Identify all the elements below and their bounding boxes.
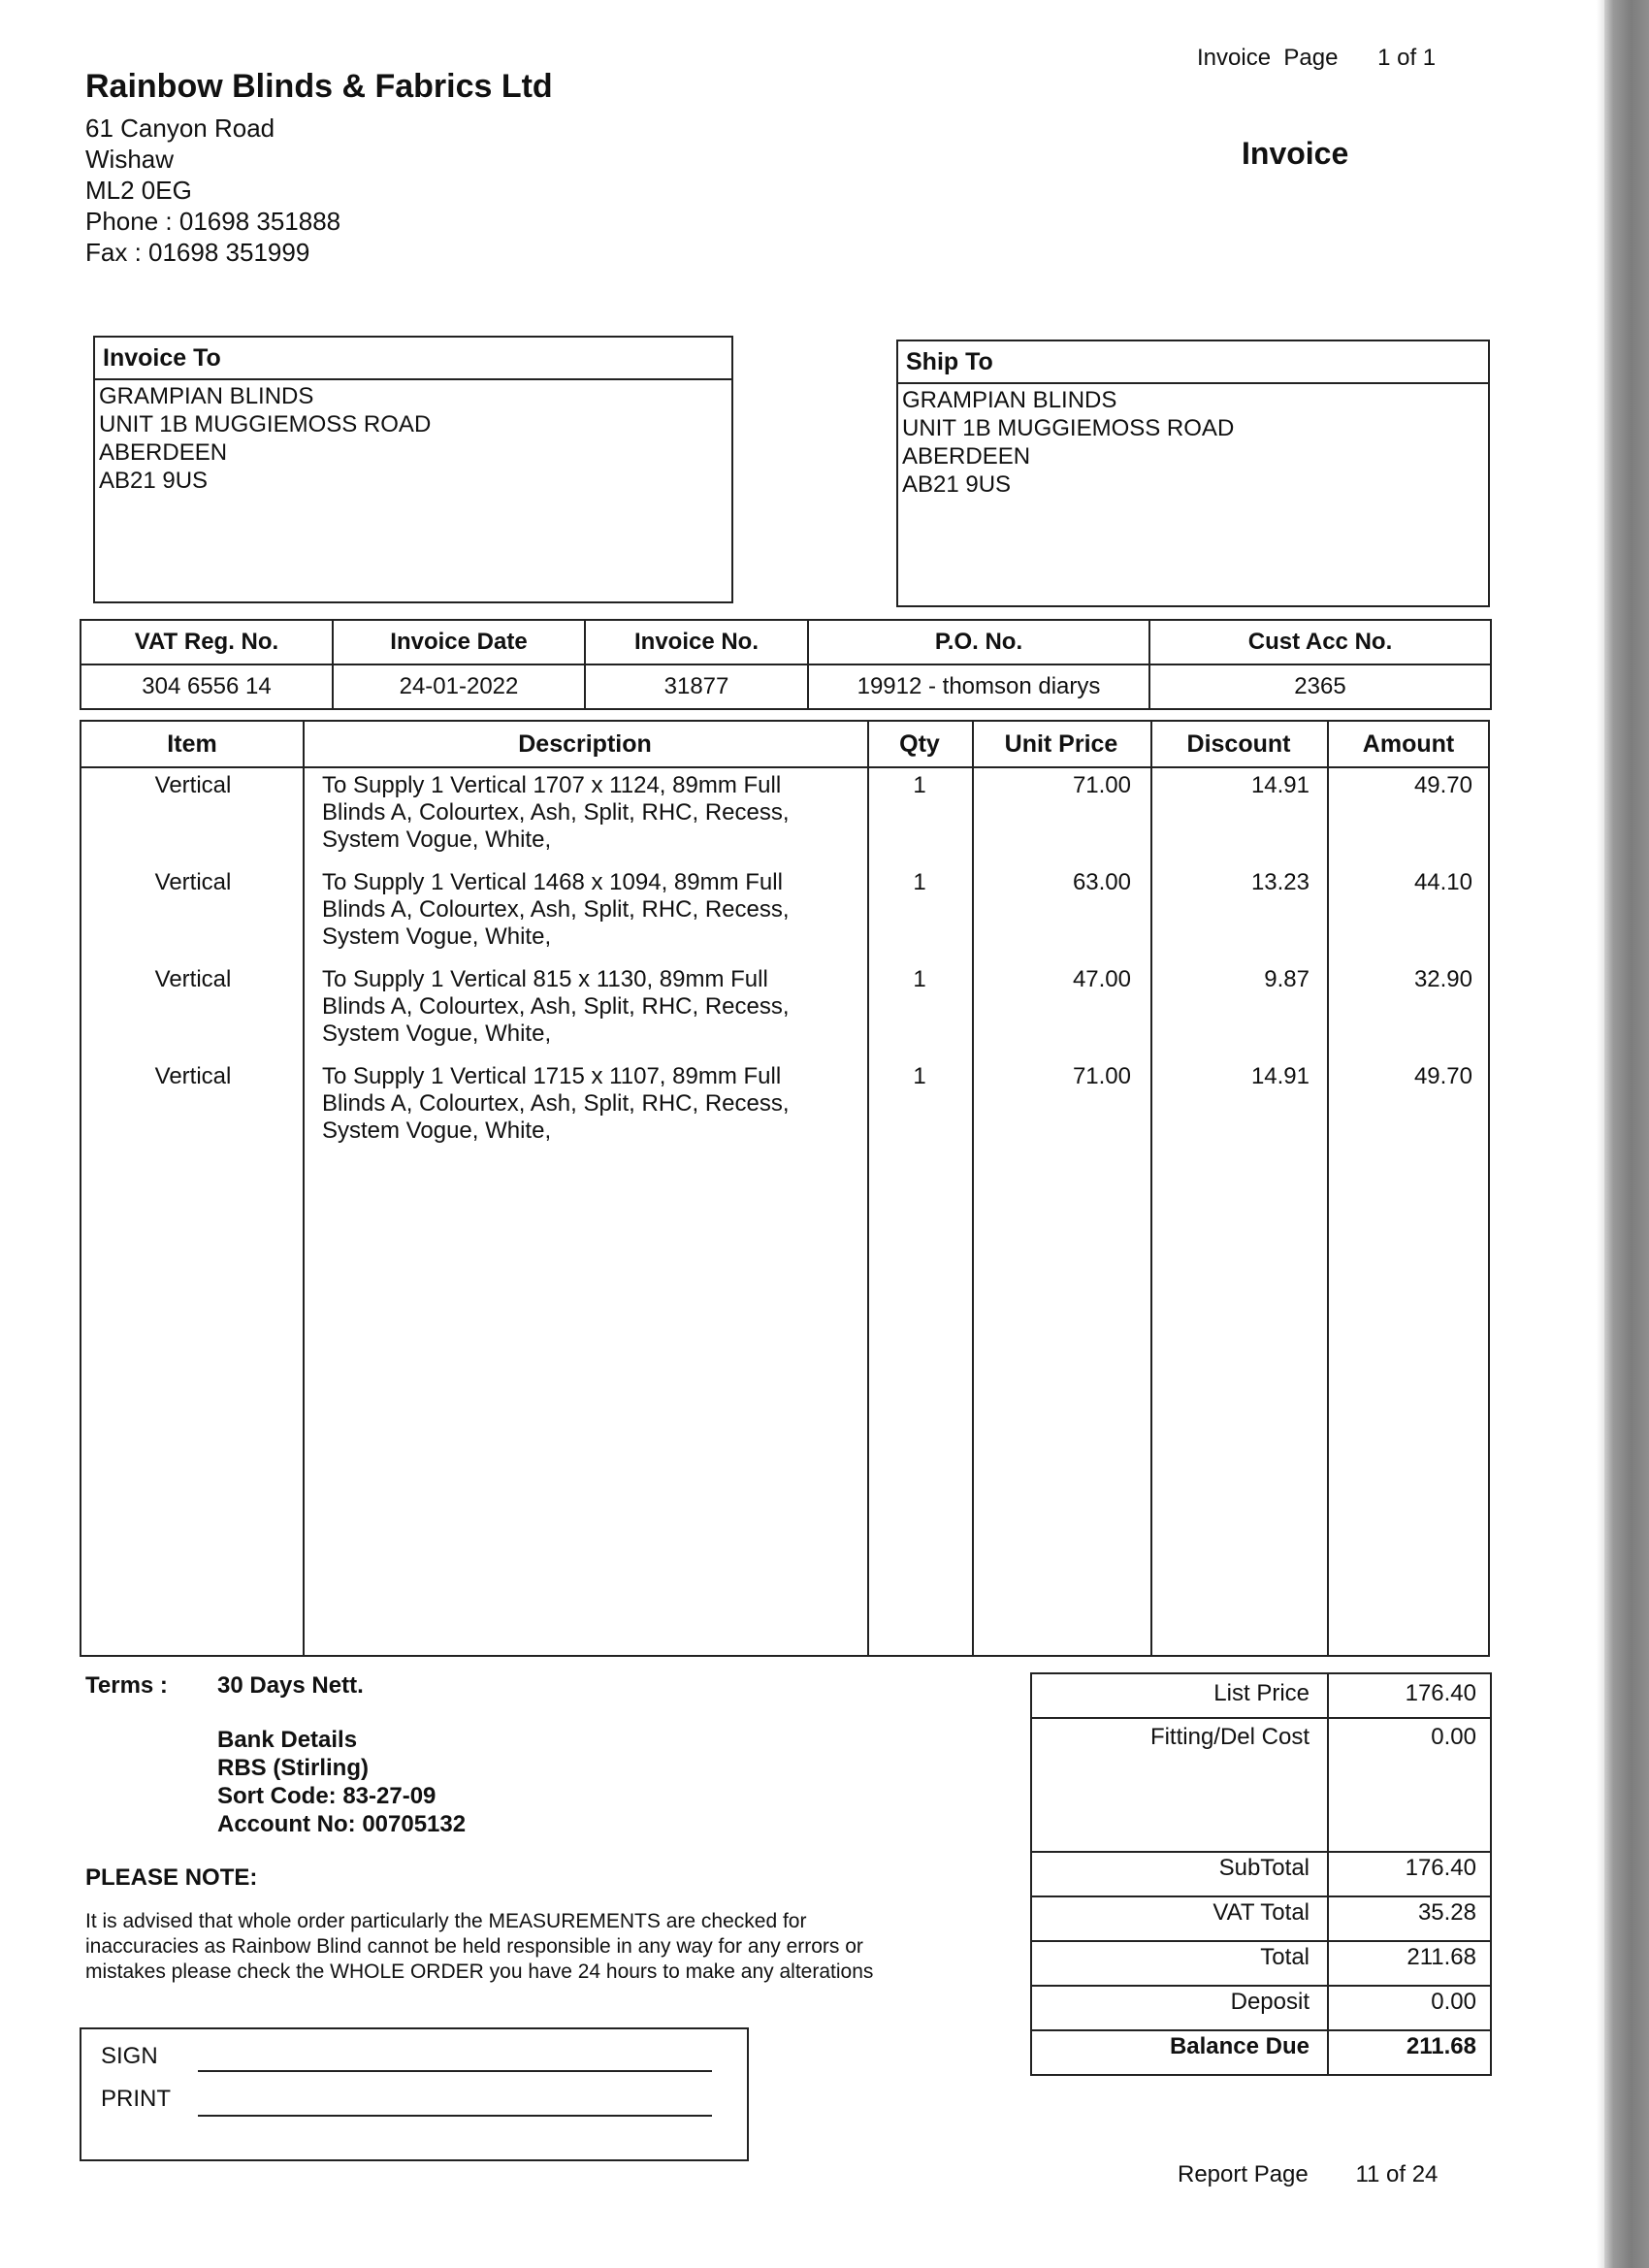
sort-code: Sort Code: 83-27-09	[217, 1783, 436, 1809]
amount-cell: 49.70	[1413, 772, 1472, 798]
signature-box	[80, 2027, 749, 2161]
company-phone: Phone : 01698 351888	[85, 207, 341, 236]
description-line: To Supply 1 Vertical 1715 x 1107, 89mm Full	[322, 1063, 782, 1089]
address-line: ABERDEEN	[902, 443, 1031, 470]
description-line: To Supply 1 Vertical 1707 x 1124, 89mm Full	[322, 772, 782, 798]
invoice-no-value: 31877	[585, 664, 808, 709]
invoice-date-header: Invoice Date	[333, 620, 585, 664]
company-name: Rainbow Blinds & Fabrics Ltd	[85, 68, 553, 105]
ship-to-address	[898, 384, 1488, 501]
description-line: Blinds A, Colourtex, Ash, Split, RHC, Recess,	[322, 799, 790, 826]
qty-cell: 1	[913, 966, 926, 992]
table-row	[81, 772, 1488, 869]
invoice-page-value: 1 of 1	[1377, 45, 1437, 71]
cust-acc-header: Cust Acc No.	[1149, 620, 1491, 664]
vat-total-value: 35.28	[1417, 1899, 1476, 1926]
item-cell: Vertical	[154, 1063, 232, 1089]
unit-price-cell: 63.00	[1072, 869, 1131, 895]
invoice-reference-table	[80, 619, 1492, 710]
scan-edge	[1604, 0, 1649, 2268]
totals-box	[1030, 1672, 1492, 2076]
note-line: inaccuracies as Rainbow Blind cannot be held responsible in any way for any errors or	[85, 1935, 863, 1958]
address-line: AB21 9US	[99, 468, 209, 494]
description-line: Blinds A, Colourtex, Ash, Split, RHC, Recess,	[322, 993, 790, 1020]
discount-cell: 14.91	[1250, 772, 1310, 798]
amount-cell: 49.70	[1413, 1063, 1472, 1089]
item-cell: Vertical	[154, 772, 232, 798]
unit-price-cell: 71.00	[1072, 1063, 1131, 1089]
sign-label: SIGN	[101, 2043, 158, 2069]
deposit-label: Deposit	[1230, 1989, 1310, 2015]
account-number: Account No: 00705132	[217, 1811, 467, 1837]
po-no-header: P.O. No.	[808, 620, 1149, 664]
po-no-value: 19912 - thomson diarys	[808, 664, 1149, 709]
description-line: Blinds A, Colourtex, Ash, Split, RHC, Recess,	[322, 1090, 790, 1117]
bank-details-heading: Bank Details	[217, 1727, 358, 1753]
address-line: UNIT 1B MUGGIEMOSS ROAD	[902, 415, 1235, 441]
ship-to-box	[896, 340, 1490, 607]
invoice-to-address	[95, 380, 731, 497]
item-header: Item	[167, 730, 217, 758]
company-address-line: 61 Canyon Road	[85, 113, 275, 143]
item-cell: Vertical	[154, 869, 232, 895]
amount-cell: 32.90	[1413, 966, 1472, 992]
address-line: ABERDEEN	[99, 439, 228, 466]
table-row	[81, 869, 1488, 966]
note-line: It is advised that whole order particularly the MEASUREMENTS are checked for	[85, 1910, 807, 1932]
description-cell	[322, 966, 865, 1048]
discount-header: Discount	[1186, 730, 1291, 758]
description-line: To Supply 1 Vertical 815 x 1130, 89mm Full	[322, 966, 768, 992]
address-line: GRAMPIAN BLINDS	[99, 383, 314, 409]
table-row	[81, 1063, 1488, 1160]
report-page-value: 11 of 24	[1355, 2161, 1439, 2187]
print-line[interactable]	[198, 2115, 712, 2117]
document-title: Invoice	[1242, 136, 1349, 171]
please-note-text	[85, 1909, 997, 1985]
table-row	[81, 966, 1488, 1063]
company-address-line: Wishaw	[85, 145, 175, 174]
balance-due-value: 211.68	[1406, 2033, 1476, 2059]
qty-cell: 1	[913, 869, 926, 895]
qty-header: Qty	[899, 730, 940, 758]
terms-label: Terms :	[85, 1672, 168, 1699]
amount-header: Amount	[1362, 730, 1455, 758]
print-label: PRINT	[101, 2086, 171, 2112]
subtotal-value: 176.40	[1405, 1855, 1476, 1881]
ship-to-heading: Ship To	[898, 341, 1488, 384]
invoice-no-header: Invoice No.	[585, 620, 808, 664]
item-cell: Vertical	[154, 966, 232, 992]
total-value: 211.68	[1406, 1944, 1476, 1970]
invoice-to-heading: Invoice To	[95, 338, 731, 380]
bank-name: RBS (Stirling)	[217, 1755, 369, 1781]
qty-cell: 1	[913, 772, 926, 798]
discount-cell: 13.23	[1250, 869, 1310, 895]
description-cell	[322, 1063, 865, 1145]
description-line: System Vogue, White,	[322, 1118, 552, 1144]
cust-acc-value: 2365	[1149, 664, 1491, 709]
description-cell	[322, 869, 865, 951]
report-page-label: Report Page	[1178, 2161, 1309, 2187]
description-line: System Vogue, White,	[322, 1021, 552, 1047]
note-line: mistakes please check the WHOLE ORDER you have 24 hours to make any alterations	[85, 1960, 874, 1983]
description-line: System Vogue, White,	[322, 923, 552, 950]
subtotal-label: SubTotal	[1218, 1855, 1310, 1881]
unit-price-cell: 71.00	[1072, 772, 1131, 798]
list-price-label: List Price	[1213, 1680, 1310, 1706]
description-cell	[322, 772, 865, 854]
description-line: To Supply 1 Vertical 1468 x 1094, 89mm Full	[322, 869, 783, 895]
discount-cell: 14.91	[1250, 1063, 1310, 1089]
balance-due-label: Balance Due	[1169, 2033, 1310, 2059]
vat-reg-value: 304 6556 14	[81, 664, 333, 709]
company-fax: Fax : 01698 351999	[85, 238, 310, 267]
deposit-value: 0.00	[1431, 1989, 1476, 2015]
invoice-page-label: Invoice Page	[1197, 45, 1339, 71]
company-address-line: ML2 0EG	[85, 176, 192, 205]
vat-reg-header: VAT Reg. No.	[81, 620, 333, 664]
please-note-heading: PLEASE NOTE:	[85, 1864, 258, 1891]
unit-price-header: Unit Price	[1004, 730, 1118, 758]
address-line: AB21 9US	[902, 471, 1012, 498]
amount-cell: 44.10	[1413, 869, 1472, 895]
address-line: GRAMPIAN BLINDS	[902, 387, 1117, 413]
terms-value: 30 Days Nett.	[217, 1672, 364, 1699]
report-page-indicator	[1178, 2161, 1438, 2188]
invoice-to-box	[93, 336, 733, 603]
list-price-value: 176.40	[1405, 1680, 1476, 1706]
total-label: Total	[1260, 1944, 1310, 1970]
sign-line[interactable]	[198, 2070, 712, 2072]
invoice-date-value: 24-01-2022	[333, 664, 585, 709]
fitting-cost-value: 0.00	[1431, 1724, 1476, 1750]
unit-price-cell: 47.00	[1072, 966, 1131, 992]
scan-shadow	[1597, 0, 1604, 2268]
vat-total-label: VAT Total	[1212, 1899, 1310, 1926]
discount-cell: 9.87	[1264, 966, 1310, 992]
qty-cell: 1	[913, 1063, 926, 1089]
fitting-cost-label: Fitting/Del Cost	[1149, 1724, 1310, 1750]
description-line: Blinds A, Colourtex, Ash, Split, RHC, Recess,	[322, 896, 790, 923]
description-line: System Vogue, White,	[322, 826, 552, 853]
address-line: UNIT 1B MUGGIEMOSS ROAD	[99, 411, 432, 437]
description-header: Description	[518, 730, 652, 758]
invoice-page-indicator	[1197, 45, 1436, 72]
line-items-table	[80, 720, 1490, 1657]
